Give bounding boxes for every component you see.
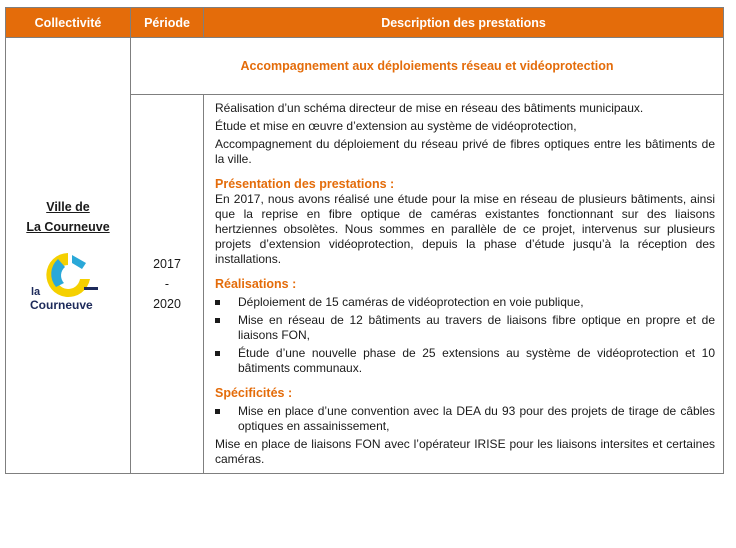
section-title: Accompagnement aux déploiements réseau et vidéoprotection bbox=[131, 38, 724, 95]
presentation-text: En 2017, nous avons réalisé une étude pour la mise en réseau de plusieurs bâtiments, ainsi que la reprise en fibre optique de caméras existantes fonctionnant sur des liaisons hertziennes obsolètes. Nous sommes en parallèle de ce projet, intervenus sur plusieurs projets d’extension vidéoprotection, depuis la phase d’étude jusqu’à la réception des installations. bbox=[215, 192, 715, 266]
specificites-heading: Spécificités : bbox=[215, 386, 293, 400]
header-periode: Période bbox=[131, 8, 204, 38]
logo-text-bottom: Courneuve bbox=[30, 297, 93, 312]
table-row bbox=[6, 38, 724, 95]
intro-line: Réalisation d’un schéma directeur de mise en réseau des bâtiments municipaux. bbox=[215, 101, 644, 115]
presentation-heading: Présentation des prestations : bbox=[215, 177, 395, 191]
prestations-table bbox=[5, 7, 724, 474]
bullet-icon bbox=[215, 300, 220, 305]
collectivite-name-line2: La Courneuve bbox=[26, 219, 110, 234]
list-item-text: Mise en place d’une convention avec la DEA du 93 pour des projets de tirage de câbles optiques en assainissement, bbox=[238, 404, 715, 433]
realisations-list bbox=[215, 295, 715, 376]
bullet-icon bbox=[215, 351, 220, 356]
list-item-text: Déploiement de 15 caméras de vidéoprotection en voie publique, bbox=[238, 295, 584, 309]
list-item bbox=[215, 404, 715, 434]
list-item bbox=[215, 313, 715, 343]
bullet-icon bbox=[215, 409, 220, 414]
table-header-row bbox=[6, 8, 724, 38]
bullet-icon bbox=[215, 318, 220, 323]
list-item-text: Mise en réseau de 12 bâtiments au travers de liaisons fibre optique en propre et de liaisons FON, bbox=[238, 313, 715, 342]
collectivite-cell bbox=[6, 38, 131, 474]
list-item bbox=[215, 295, 715, 310]
intro-line: Étude et mise en œuvre d’extension au système de vidéoprotection, bbox=[215, 119, 577, 133]
periode-start: 2017 bbox=[153, 257, 181, 271]
specificites-closing: Mise en place de liaisons FON avec l’opérateur IRISE pour les liaisons intersites et certaines caméras. bbox=[215, 437, 715, 466]
periode-separator: - bbox=[164, 277, 170, 291]
header-collectivite: Collectivité bbox=[6, 8, 131, 38]
la-courneuve-logo bbox=[28, 249, 108, 315]
list-item bbox=[215, 346, 715, 376]
logo-text-top: la bbox=[31, 285, 41, 298]
periode-cell bbox=[131, 95, 204, 474]
description-cell bbox=[204, 95, 724, 474]
specificites-list bbox=[215, 404, 715, 434]
intro-line: Accompagnement du déploiement du réseau privé de fibres optiques entre les bâtiments de la ville. bbox=[215, 137, 715, 166]
realisations-heading: Réalisations : bbox=[215, 277, 297, 291]
la-courneuve-logo-graphic bbox=[28, 249, 108, 315]
header-description: Description des prestations bbox=[204, 8, 724, 38]
collectivite-name-line1: Ville de bbox=[46, 199, 90, 214]
periode-end: 2020 bbox=[153, 297, 181, 311]
list-item-text: Étude d’une nouvelle phase de 25 extensions au système de vidéoprotection et 10 bâtiments communaux. bbox=[238, 346, 715, 375]
